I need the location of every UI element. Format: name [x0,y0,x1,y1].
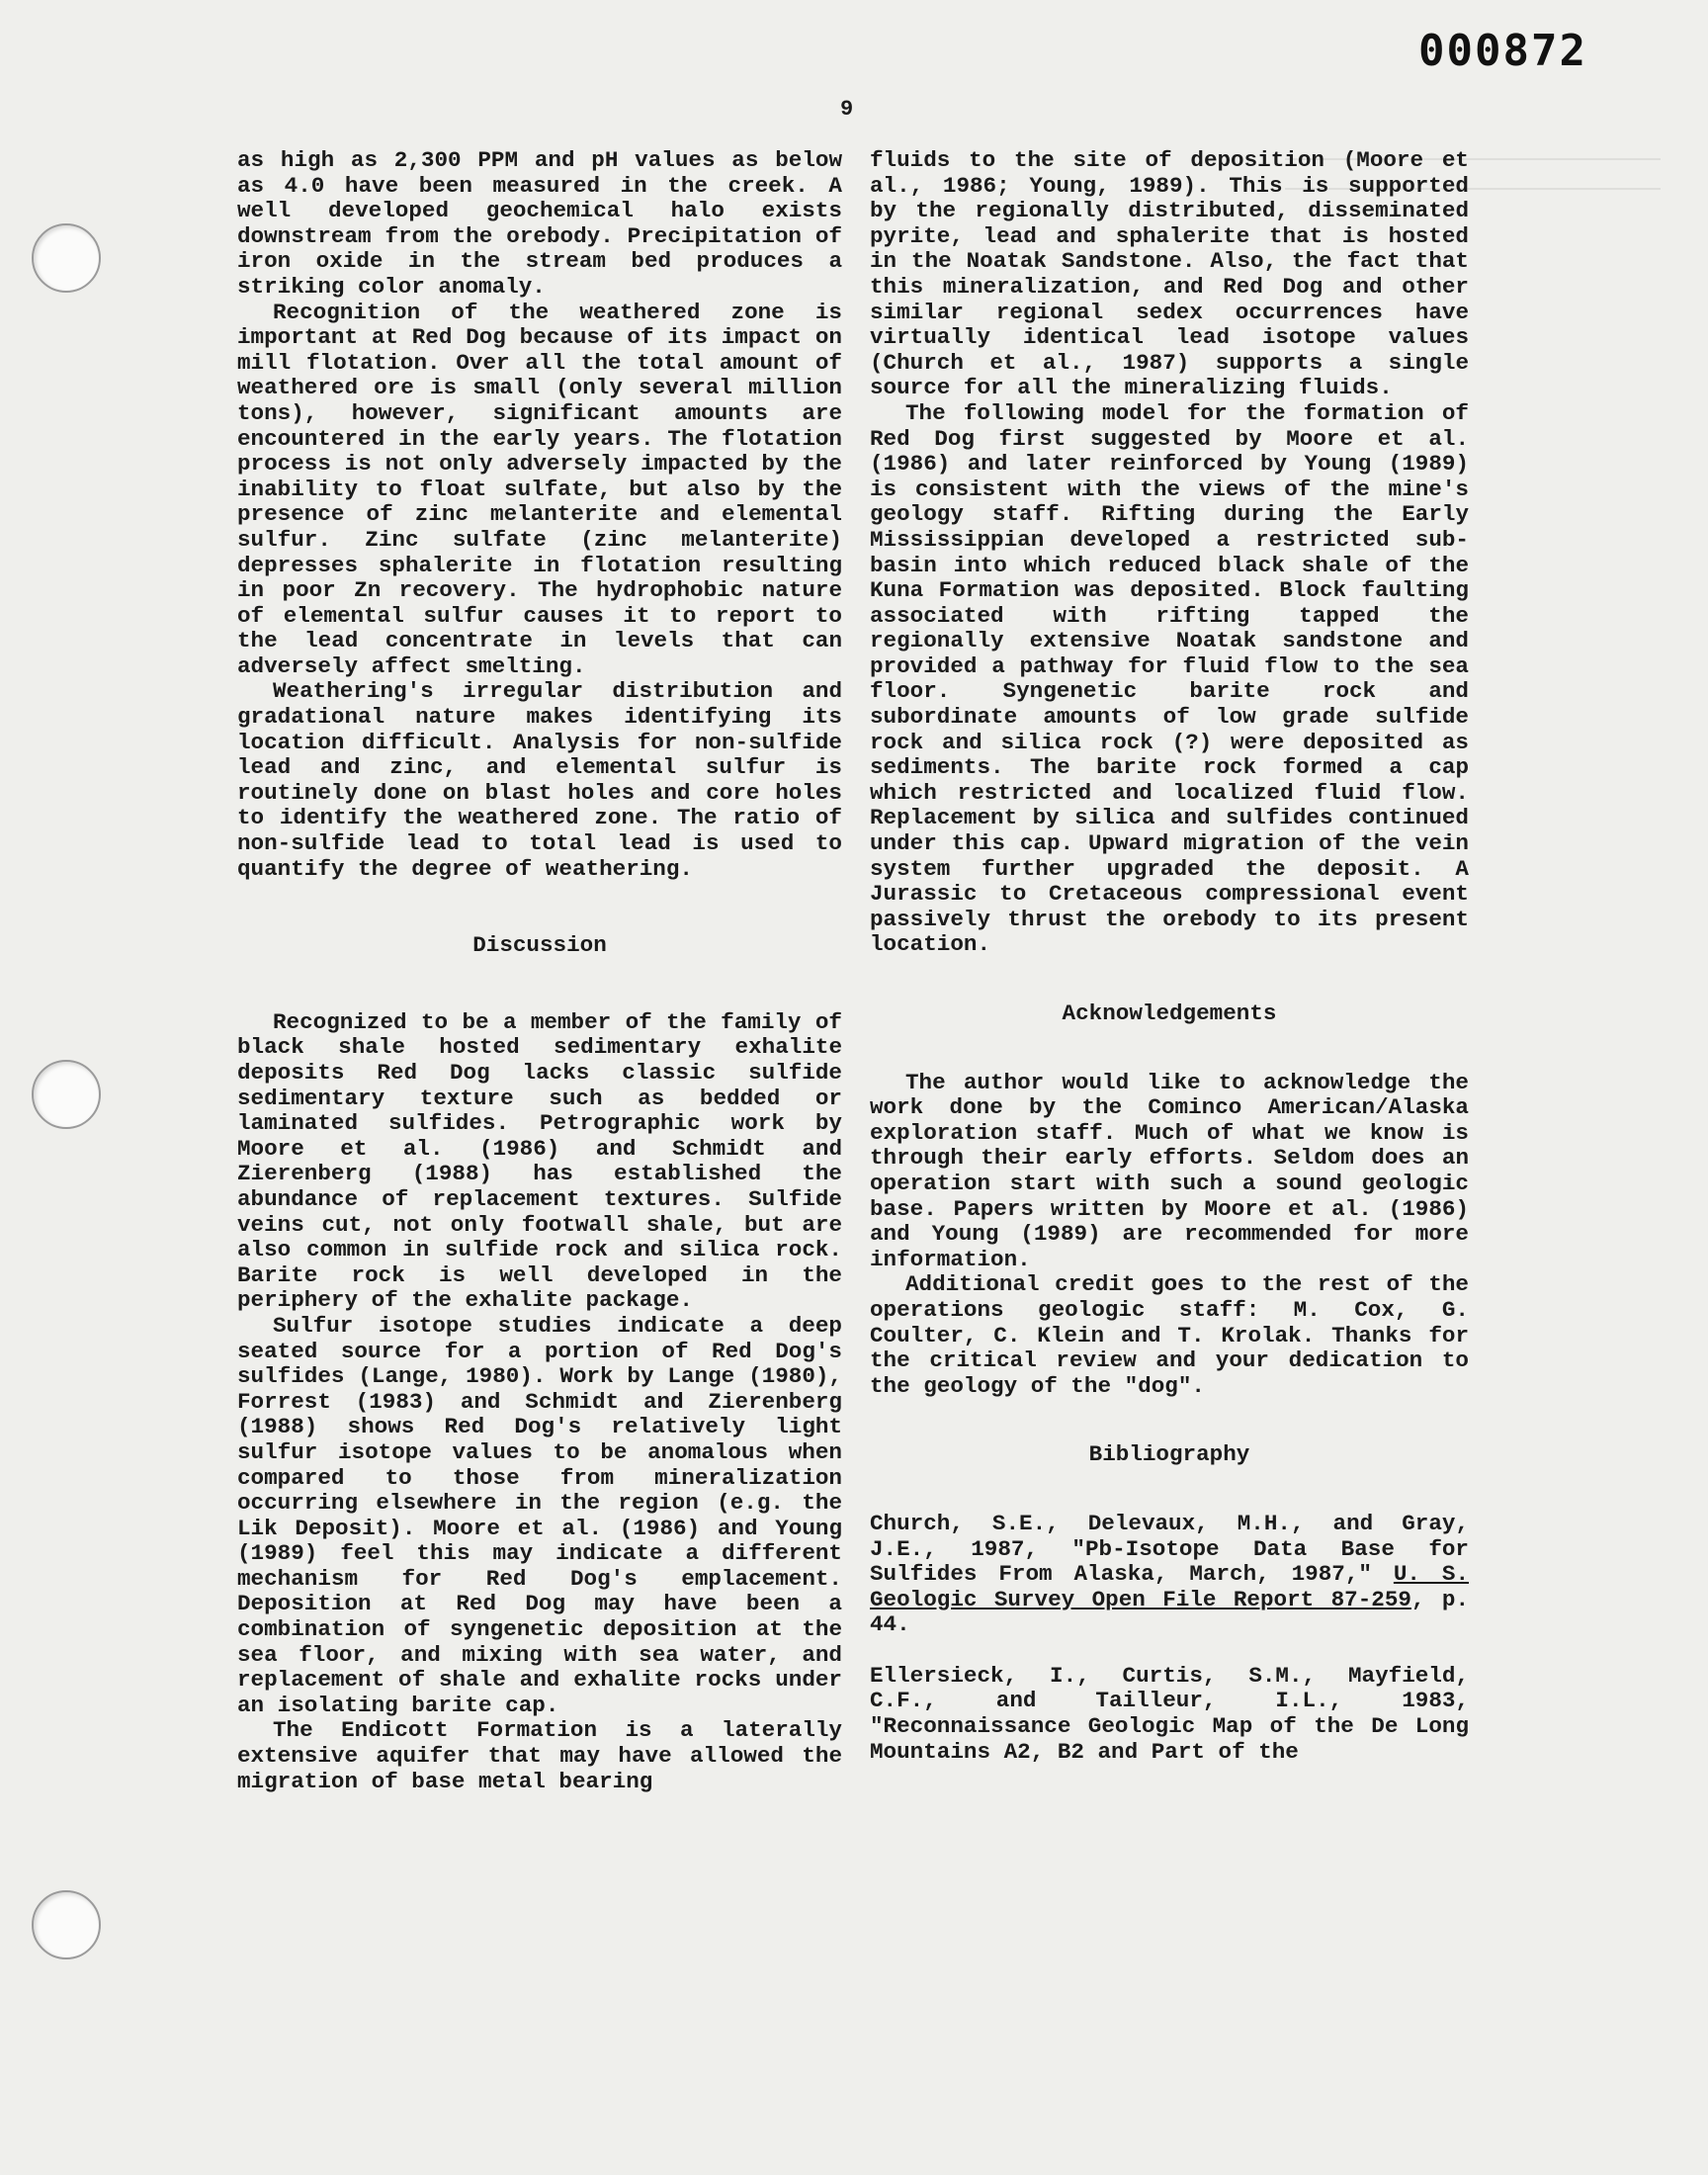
paragraph: fluids to the site of deposition (Moore et al., 1986; Young, 1989). This is supported by the regionally distributed, disseminated pyrite, lead and sphalerite that is hosted in the Noatak Sandstone. Also, the fact that this mineralization, and Red Dog and other similar regional sedex occurrences have virtually identical lead isotope values (Church et al., 1987) supports a single source for all the mineralizing fluids. [870,147,1469,401]
paragraph: Recognized to be a member of the family of black shale hosted sedimentary exhalite deposits Red Dog lacks classic sulfide sedimentary texture such as bedded or laminated sulfides. Petrographic work by Moore et al. (1986) and Schmidt and Zierenberg (1988) has established the abundance of replacement textures. Sulfide veins cut, not only footwall shale, but are also common in sulfide rock and silica rock. Barite rock is well developed in the periphery of the exhalite package. [237,1008,842,1314]
paragraph: Weathering's irregular distribution and gradational nature makes identifying its location difficult. Analysis for non-sulfide lead and zinc, and elemental sulfur is routinely done on blast holes and core holes to identify the weathered zone. The ratio of non-sulfide lead to total lead is used to quantify the degree of weathering. [237,678,842,882]
document-number: 000872 [1418,26,1587,76]
page-number: 9 [840,97,854,122]
section-heading-discussion: Discussion [472,932,607,959]
paragraph: The author would like to acknowledge the work done by the Cominco American/Alaska exploration staff. Much of what we know is through their early efforts. Seldom does an operation start with such a sound geologic base. Papers written by Moore et al. (1986) and Young (1989) are recommended for more information. [870,1069,1469,1272]
right-column [870,148,1469,1765]
paragraph: The following model for the formation of Red Dog first suggested by Moore et al. (1986) and later reinforced by Young (1989) is consistent with the views of the mine's geology staff. Rifting during the Early Mississippian developed a restricted sub-basin into which reduced black shale of the Kuna Formation was deposited. Block faulting associated with rifting tapped the regionally extensive Noatak sandstone and provided a pathway for fluid flow to the sea floor. Syngenetic barite rock and subordinate amounts of low grade sulfide rock and silica rock (?) were deposited as sediments. The barite rock formed a cap which restricted and localized fluid flow. Replacement by silica and sulfides continued under this cap. Upward migration of the vein system further upgraded the deposit. A Jurassic to Cretaceous compressional event passively thrust the orebody to its present location. [870,399,1469,958]
section-heading-acknowledgements: Acknowledgements [1062,1000,1277,1026]
paragraph: Sulfur isotope studies indicate a deep seated source for a portion of Red Dog's sulfides (Lange, 1980). Work by Lange (1980), Forrest (1983) and Schmidt and Zierenberg (1988) shows Red Dog's relatively light sulfur isotope values to be anomalous when compared to those from mineralization occurring elsewhere in the region (e.g. the Lik Deposit). Moore et al. (1986) and Young (1989) feel this may indicate a different mechanism for Red Dog's emplacement. Deposition at Red Dog may have been a combination of syngenetic deposition at the sea floor, and mixing with sea water, and replacement of shale and exhalite rocks under an isolating barite cap. [237,1312,842,1718]
paragraph: Recognition of the weathered zone is important at Red Dog because of its impact on mill flotation. Over all the total amount of weathered ore is small (only several million tons), however, significant amounts are encountered in the early years. The flotation process is not only adversely impacted by the inability to float sulfate, but also by the presence of zinc melanterite and elemental sulfur. Zinc sulfate (zinc melanterite) depresses sphalerite in flotation resulting in poor Zn recovery. The hydrophobic nature of elemental sulfur causes it to report to the lead concentrate in levels that can adversely affect smelting. [237,299,842,679]
paragraph: as high as 2,300 PPM and pH values as below as 4.0 have been measured in the creek. A well developed geochemical halo exists downstream from the orebody. Precipitation of iron oxide in the stream bed produces a striking color anomaly. [237,147,842,300]
bibliography-text: Church, S.E., Delevaux, M.H., and Gray, J.E., 1987, "Pb-Isotope Data Base for Sulfides From Alaska, March, 1987," [870,1510,1469,1588]
bibliography-source: U. S. Geologic Survey Open File Report 87-259 [870,1561,1470,1612]
bibliography-entry: Ellersieck, I., Curtis, S.M., Mayfield, C.F., and Tailleur, I.L., 1983, "Reconnaissance Geologic Map of the De Long Mountains A2, B2 and Part of the [870,1662,1469,1765]
paragraph: Additional credit goes to the rest of the operations geologic staff: M. Cox, G. Coulter, C. Klein and T. Krolak. Thanks for the critical review and your dedication to the geology of the "dog". [870,1271,1469,1399]
section-heading-bibliography: Bibliography [1088,1441,1250,1468]
bibliography-entry [870,1512,1469,1638]
paragraph: The Endicott Formation is a laterally extensive aquifer that may have allowed the migration of base metal bearing [237,1717,842,1794]
binder-hole [32,1890,101,1959]
binder-hole [32,223,101,293]
binder-hole [32,1060,101,1129]
left-column [237,148,842,1794]
bibliography-text: , p. 44. [870,1586,1470,1638]
